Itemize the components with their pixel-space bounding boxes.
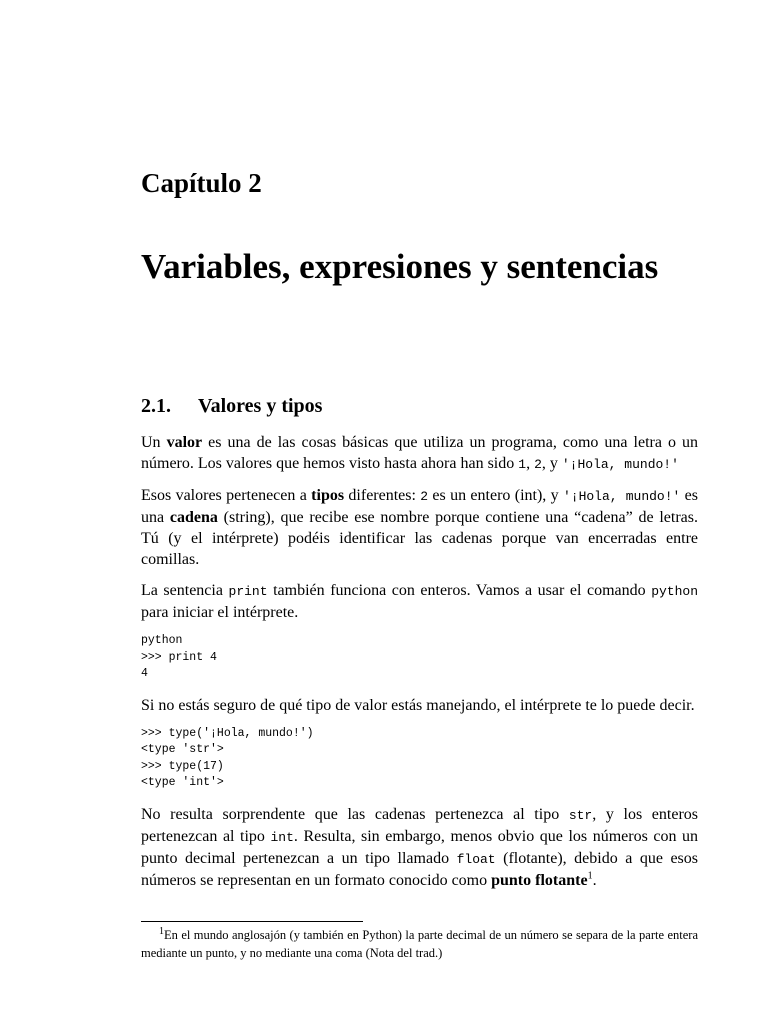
term-tipos: tipos xyxy=(311,487,345,504)
text-run: , xyxy=(526,455,535,472)
text-run: . xyxy=(592,871,597,889)
text-run: es una de las cosas básicas que utiliza un programa, como una letra o un número. Los valores que hemos visto hasta ahora han sido xyxy=(141,434,698,472)
footnote xyxy=(141,927,698,962)
footnote-text: En el mundo anglosajón (y también en Python) la parte decimal de un número se separa de la parte entera mediante un punto, y no mediante una coma (Nota del trad.) xyxy=(141,928,698,960)
body-text xyxy=(141,432,698,901)
term-punto-flotante: punto flotante xyxy=(491,871,588,889)
paragraph-float xyxy=(141,804,698,891)
text-run: para iniciar el intérprete. xyxy=(141,604,299,621)
term-valor: valor xyxy=(166,434,203,451)
paragraph-values xyxy=(141,432,698,475)
inline-code: float xyxy=(456,851,496,867)
inline-code: '¡Hola, mundo!' xyxy=(562,489,681,504)
footnote-mark: 1 xyxy=(159,925,164,937)
code-block-type: >>> type('¡Hola, mundo!') <type 'str'> >>> type(17) <type 'int'> xyxy=(141,726,314,789)
paragraph-types xyxy=(141,485,698,570)
text-run: (string), que recibe ese nombre porque contiene una “cadena” de letras. Tú (y el intérprete) podéis identificar las cadenas porque van encerradas entre comillas. xyxy=(141,509,698,568)
text-run: La sentencia xyxy=(141,582,229,599)
text-run: diferentes: xyxy=(344,487,421,504)
section-number: 2.1. xyxy=(141,395,171,417)
section-heading xyxy=(141,395,322,418)
footnote-reference: 1 xyxy=(587,870,593,882)
inline-code: '¡Hola, mundo!' xyxy=(561,457,679,472)
paragraph-print xyxy=(141,580,698,623)
chapter-title: Variables, expresiones y sentencias xyxy=(141,247,659,286)
inline-code: 2 xyxy=(420,489,429,504)
text-run: Un xyxy=(141,434,167,451)
footnote-divider xyxy=(141,921,363,922)
text-run: . Resulta, sin embargo, menos obvio que los números con un punto decimal pertenezcan a un tipo llamado xyxy=(141,827,699,867)
inline-code: 2 xyxy=(534,457,542,472)
text-run: No resulta sorprendente que las cadenas pertenezca al tipo xyxy=(141,805,569,823)
text-run: también funciona con enteros. Vamos a usar el comando xyxy=(267,582,652,599)
chapter-label: Capítulo 2 xyxy=(141,168,262,198)
text-run: Si no estás seguro de qué tipo de valor estás manejando, el intérprete te lo puede decir. xyxy=(141,696,695,714)
inline-code: int xyxy=(270,829,294,845)
inline-code: python xyxy=(651,584,698,599)
text-run: , y xyxy=(541,455,562,472)
section-title: Valores y tipos xyxy=(198,395,323,417)
inline-code: 1 xyxy=(518,457,527,472)
text-run: es un entero (int), y xyxy=(428,487,563,504)
inline-code: str xyxy=(568,807,593,823)
text-run: Esos valores pertenecen a xyxy=(141,487,312,504)
term-cadena: cadena xyxy=(169,509,218,526)
text-run: (flotante), debido a que esos números se representan en un formato conocido como xyxy=(141,849,699,889)
paragraph-type-query xyxy=(141,695,698,716)
text-run: es una xyxy=(141,487,698,526)
inline-code: print xyxy=(228,584,268,599)
code-block-print: python >>> print 4 4 xyxy=(141,634,217,680)
text-run: , y los enteros pertenezcan al tipo xyxy=(141,805,698,845)
